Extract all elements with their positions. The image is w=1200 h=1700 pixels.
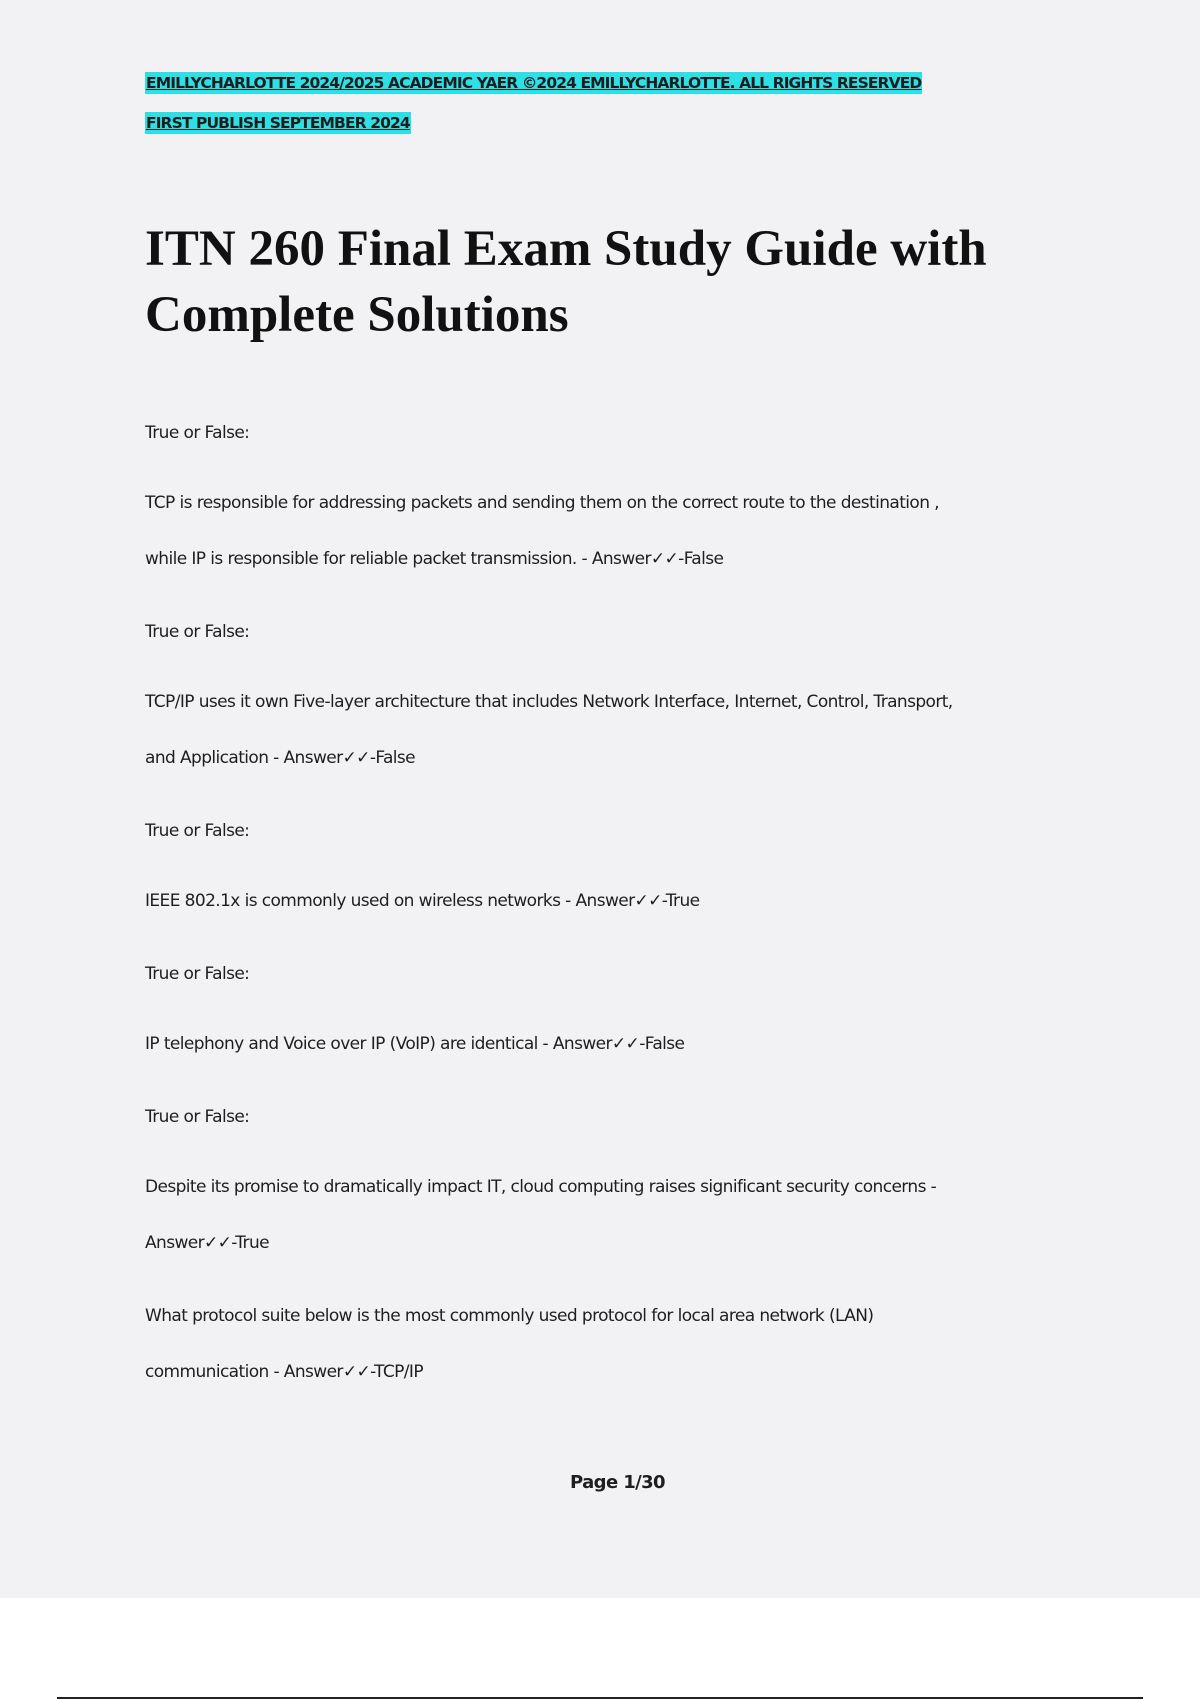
- question-list: [145, 418, 1105, 1387]
- question-text: and Application - Answer✓✓-False: [145, 748, 416, 768]
- question-text: TCP/IP uses it own Five-layer architecture that includes Network Interface, Internet, Control, Transport,: [145, 692, 953, 712]
- question-item: [145, 617, 1105, 773]
- copyright-line: EMILLYCHARLOTTE 2024/2025 ACADEMIC YAER ©2024 EMILLYCHARLOTTE. ALL RIGHTS RESERVED: [146, 74, 922, 92]
- publish-date-line: FIRST PUBLISH SEPTEMBER 2024: [146, 114, 410, 132]
- question-text: Despite its promise to dramatically impact IT, cloud computing raises significant security concerns -: [145, 1177, 937, 1197]
- question-text: Answer✓✓-True: [145, 1233, 269, 1253]
- question-item: [145, 816, 1105, 916]
- question-prompt: True or False:: [145, 821, 250, 841]
- question-text: IP telephony and Voice over IP (VoIP) are identical - Answer✓✓-False: [145, 1034, 685, 1054]
- question-item: [145, 1301, 1105, 1387]
- question-prompt: True or False:: [145, 622, 250, 642]
- question-item: [145, 959, 1105, 1059]
- question-text: while IP is responsible for reliable packet transmission. - Answer✓✓-False: [145, 549, 724, 569]
- copyright-header: [145, 72, 1065, 134]
- page-number: Page 1/30: [570, 1472, 665, 1493]
- page-footer: [0, 1472, 1200, 1493]
- question-text: TCP is responsible for addressing packets and sending them on the correct route to the destination ,: [145, 493, 939, 513]
- document-title: ITN 260 Final Exam Study Guide with Complete Solutions: [145, 221, 987, 343]
- question-prompt: True or False:: [145, 964, 250, 984]
- question-text: What protocol suite below is the most commonly used protocol for local area network (LAN): [145, 1306, 874, 1326]
- question-text: IEEE 802.1x is commonly used on wireless networks - Answer✓✓-True: [145, 891, 700, 911]
- question-item: [145, 418, 1105, 574]
- question-item: [145, 1102, 1105, 1258]
- question-text: communication - Answer✓✓-TCP/IP: [145, 1362, 423, 1382]
- page-divider: [57, 1697, 1143, 1699]
- question-prompt: True or False:: [145, 1107, 250, 1127]
- question-prompt: True or False:: [145, 423, 250, 443]
